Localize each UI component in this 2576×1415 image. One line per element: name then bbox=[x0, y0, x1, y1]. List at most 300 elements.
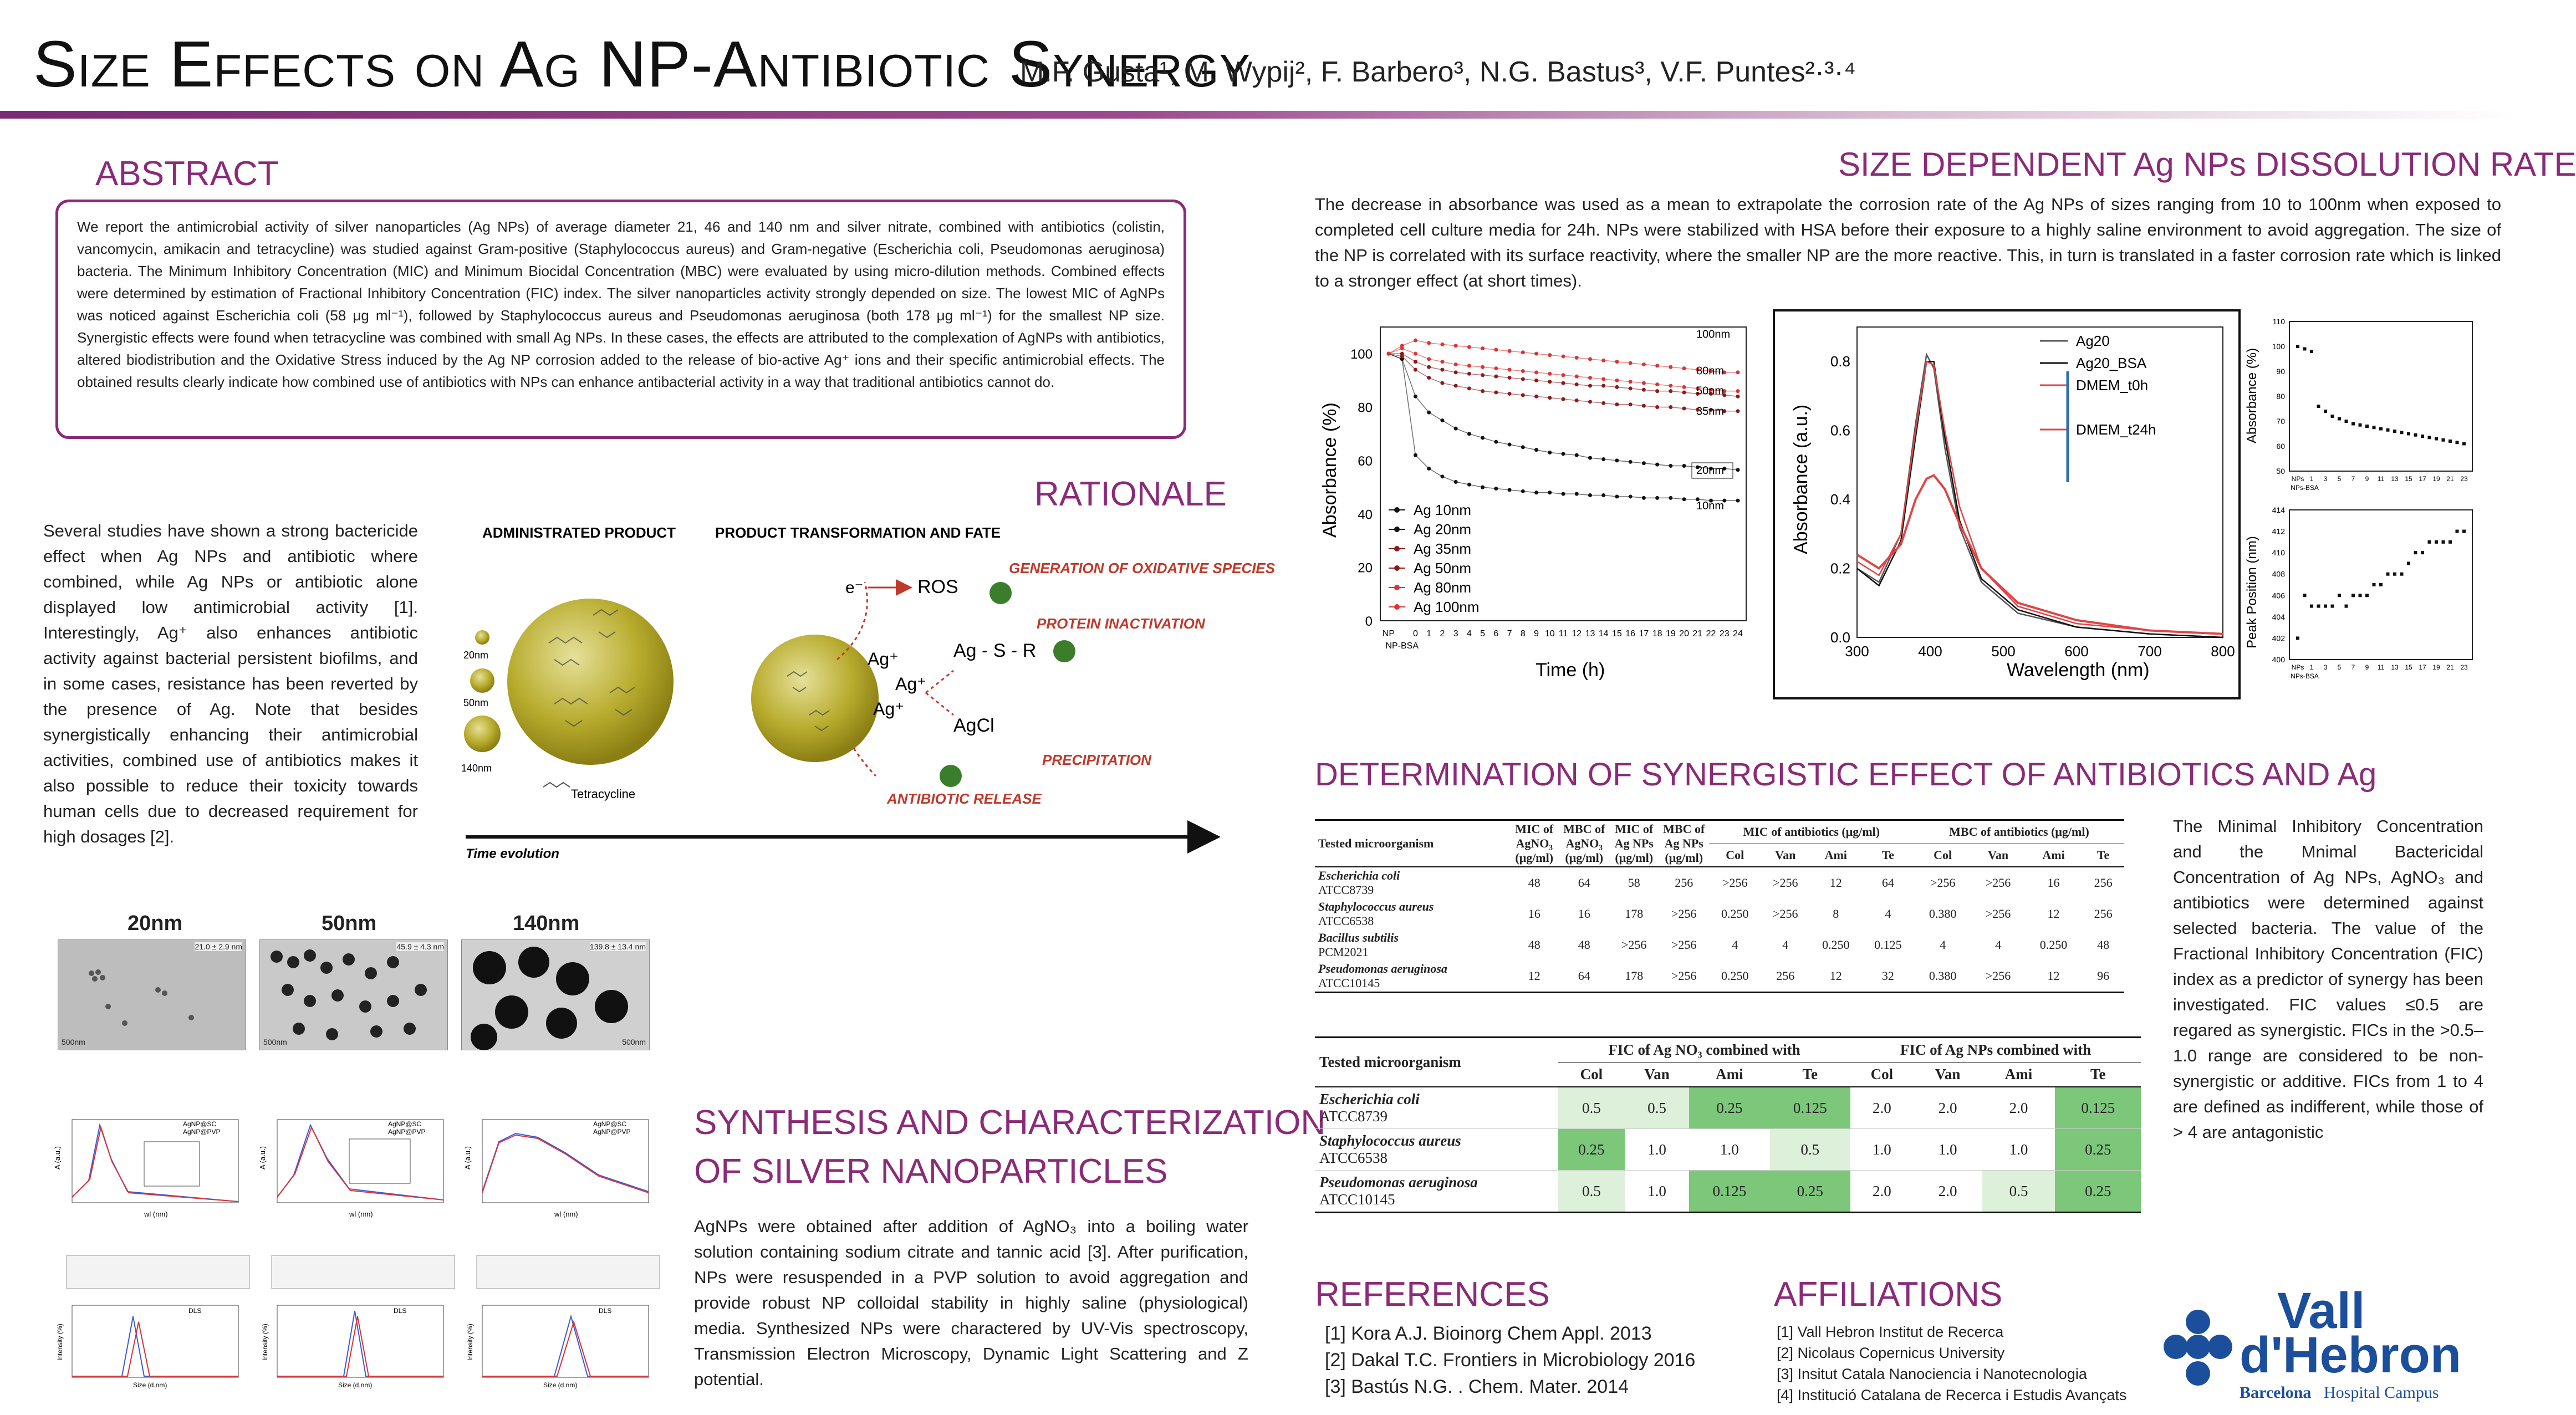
chart2-ytick: 0.6 bbox=[1830, 422, 1850, 439]
value-cell: 4 bbox=[1940, 938, 1946, 952]
value-cell: >256 bbox=[1773, 876, 1798, 890]
chart1-point bbox=[1534, 379, 1538, 382]
chart1-legend-label: Ag 10nm bbox=[1414, 502, 1472, 518]
scatter-point bbox=[2310, 350, 2313, 353]
fic-cell: 1.0 bbox=[1938, 1141, 1957, 1158]
protein-label: PROTEIN INACTIVATION bbox=[1037, 615, 1205, 632]
chart1-xtick: 9 bbox=[1534, 629, 1539, 638]
scatter-ytick: 50 bbox=[2276, 467, 2285, 476]
fic-cell: 2.0 bbox=[1938, 1182, 1957, 1199]
value-cell: 64 bbox=[1881, 876, 1894, 890]
mic-mbc-table bbox=[1315, 819, 2124, 993]
scatter-point bbox=[2303, 348, 2307, 351]
scatter-point bbox=[2310, 605, 2313, 608]
microorganism-name: Staphylococcus aureus bbox=[1319, 1132, 1461, 1149]
fic-cell: 0.5 bbox=[1558, 1171, 1625, 1213]
logo-cross-icon bbox=[2162, 1308, 2234, 1391]
chart1-xtick: 22 bbox=[1706, 629, 1716, 638]
chart1-point bbox=[1508, 376, 1512, 380]
uv-legend-pvp: AgNP@PVP bbox=[388, 1128, 426, 1136]
chart1-point bbox=[1521, 350, 1525, 354]
chart1-xtick: 7 bbox=[1507, 629, 1512, 638]
chart1-legend-label: Ag 80nm bbox=[1414, 579, 1472, 596]
chart1-point bbox=[1494, 391, 1498, 395]
antibiotic-header: Te bbox=[2090, 1066, 2106, 1082]
scatter-point bbox=[2393, 430, 2396, 433]
fic-cell: 0.125 bbox=[1689, 1171, 1769, 1213]
chart1-legend-label: Ag 50nm bbox=[1414, 560, 1472, 576]
chart1-point bbox=[1521, 369, 1525, 373]
value-cell: 12 bbox=[2047, 907, 2060, 921]
transformation-label: PRODUCT TRANSFORMATION AND FATE bbox=[715, 524, 1001, 541]
chart2-line bbox=[1857, 476, 2223, 634]
value-cell: 48 bbox=[1528, 938, 1541, 952]
table-row bbox=[1315, 1171, 2141, 1213]
value-cell: 0.380 bbox=[1929, 907, 1957, 921]
chart1-xtick: 23 bbox=[1719, 629, 1730, 638]
chart1-point bbox=[1494, 440, 1498, 444]
scatter-ytick: 60 bbox=[2276, 442, 2285, 451]
value-cell: 256 bbox=[1675, 876, 1693, 890]
value-cell: 8 bbox=[1833, 907, 1839, 921]
scatter-point bbox=[2373, 583, 2376, 586]
value-cell: 4 bbox=[1995, 938, 2002, 952]
uv-ylabel: A (a.u.) bbox=[463, 1146, 472, 1169]
chart2-line bbox=[1857, 355, 2223, 637]
chart1-point bbox=[1427, 341, 1431, 345]
chart2-xtick: 500 bbox=[1991, 643, 2016, 660]
chart1-xtick: 17 bbox=[1639, 629, 1649, 638]
uv-legend-sc: AgNP@SC bbox=[183, 1120, 217, 1128]
scatter-xtick: 3 bbox=[2323, 475, 2328, 483]
header-divider bbox=[0, 111, 2514, 119]
dissolution-text: The decrease in absorbance was used as a mean to extrapolate the corrosion rate of the Ag NPs of sizes ranging from 10 to 100nm when exposed to completed cell culture media for 24h. NPs were stabilized with HSA before their exposure to a highly saline environment to avoid aggregation. The size of the NP is correlated with its surface reactivity, where the smaller NP are the more reactive. This, in turn is translated in a faster corrosion rate which is linked to a stronger effect (at short times). bbox=[1315, 195, 2501, 290]
affiliation-item: [1] Vall Hebron Institut de Recerca bbox=[1777, 1324, 2004, 1340]
scatter-point bbox=[2456, 441, 2459, 444]
references-list bbox=[1325, 1320, 1695, 1400]
chart1-point bbox=[1454, 480, 1458, 484]
chart1-point bbox=[1414, 395, 1417, 399]
chart1-point bbox=[1467, 345, 1471, 349]
absorbance-time-chart bbox=[1314, 316, 1757, 693]
strain-name: PCM2021 bbox=[1318, 945, 1369, 959]
chart1-xtick: 2 bbox=[1440, 629, 1445, 638]
scatter-point bbox=[2303, 594, 2307, 597]
table1-header: MBC of Ag NPs (μg/ml) bbox=[1663, 822, 1705, 865]
chart1-point bbox=[1414, 360, 1417, 364]
fic-cell: 0.125 bbox=[1770, 1087, 1850, 1129]
chart1-point bbox=[1655, 463, 1659, 467]
dls-charts bbox=[55, 1255, 665, 1388]
scatter-point bbox=[2351, 422, 2355, 426]
affiliations-list bbox=[1777, 1321, 2126, 1406]
fic-cell: 0.5 bbox=[1558, 1087, 1625, 1129]
chart2-ytick: 0.4 bbox=[1830, 491, 1850, 508]
chart1-point bbox=[1601, 384, 1605, 388]
microorganism-cell bbox=[1315, 867, 1509, 898]
scatter-xtick: 23 bbox=[2460, 663, 2468, 671]
scatter-point bbox=[2324, 410, 2327, 413]
strain-name: ATCC6538 bbox=[1318, 914, 1374, 928]
scatter-xtick: 11 bbox=[2377, 475, 2385, 483]
ag-ion-1: Ag⁺ bbox=[868, 649, 899, 669]
scatter-point bbox=[2400, 431, 2404, 434]
microorganism-name: Bacillus subtilis bbox=[1318, 931, 1399, 944]
scatter-xtick: 7 bbox=[2351, 663, 2355, 671]
value-cell: 48 bbox=[2097, 938, 2110, 952]
logo-line2: d'Hebron bbox=[2240, 1327, 2462, 1383]
tem-image-50 bbox=[259, 939, 448, 1050]
chart4-ylabel: Peak Position (nm) bbox=[2245, 536, 2259, 648]
fic-cell: 1.0 bbox=[1647, 1182, 1666, 1199]
chart1-xtick: 20 bbox=[1679, 629, 1689, 638]
scatter-point bbox=[2359, 594, 2362, 597]
chart1-point bbox=[1534, 395, 1538, 399]
value-cell: 12 bbox=[1829, 876, 1842, 890]
scatter-point bbox=[2365, 425, 2369, 428]
value-cell: 12 bbox=[1528, 969, 1541, 983]
np-50-label: 50nm bbox=[463, 697, 489, 708]
scatter-xtick: 1 bbox=[2309, 663, 2314, 671]
chart1-point bbox=[1521, 377, 1525, 381]
scatter-xtick: 3 bbox=[2323, 663, 2328, 671]
tetracycline-icon bbox=[543, 783, 570, 787]
uv-legend-pvp: AgNP@PVP bbox=[183, 1128, 221, 1136]
chart1-point bbox=[1601, 377, 1605, 381]
fic-cell: 0.5 bbox=[1982, 1171, 2055, 1213]
chart1-point bbox=[1669, 389, 1672, 393]
uv-ylabel: A (a.u.) bbox=[53, 1146, 62, 1169]
chart1-point bbox=[1562, 452, 1565, 456]
uv-xlabel: wl (nm) bbox=[349, 1210, 373, 1218]
scatter-point bbox=[2407, 432, 2410, 436]
chart1-annotation: 50nm bbox=[1696, 385, 1725, 397]
tem-label-140: 140nm bbox=[513, 912, 580, 935]
scatter-xtick: 5 bbox=[2337, 663, 2342, 671]
chart1-point bbox=[1548, 396, 1552, 400]
strain-name: ATCC8739 bbox=[1318, 883, 1374, 897]
value-cell: 16 bbox=[1578, 907, 1590, 921]
chart1-legend-marker bbox=[1394, 585, 1400, 590]
fic-cell: 0.25 bbox=[2055, 1171, 2141, 1213]
scatter-point bbox=[2365, 594, 2369, 597]
chart1-point bbox=[1414, 339, 1417, 343]
antibiotic-header: Van bbox=[1935, 1066, 1961, 1082]
chart1-point bbox=[1736, 395, 1740, 399]
value-cell: 0.250 bbox=[1721, 969, 1749, 983]
chart1-xtick: 5 bbox=[1480, 629, 1486, 638]
chart1-point bbox=[1736, 370, 1740, 374]
scatter-point bbox=[2414, 551, 2417, 554]
chart1-point bbox=[1454, 344, 1458, 348]
scatter-ytick: 406 bbox=[2272, 591, 2285, 600]
tem-image-20 bbox=[58, 939, 246, 1050]
chart1-point bbox=[1454, 427, 1458, 431]
chart1-point bbox=[1440, 343, 1444, 346]
np-20-label: 20nm bbox=[463, 650, 489, 661]
table-row bbox=[1315, 1087, 2141, 1129]
antibiotic-header: Van bbox=[1775, 847, 1796, 862]
scatter-point bbox=[2338, 417, 2341, 421]
oxidative-label: GENERATION OF OXIDATIVE SPECIES bbox=[1009, 560, 1276, 576]
chart1-point bbox=[1642, 362, 1646, 366]
chart1-point bbox=[1615, 360, 1619, 364]
value-cell: >256 bbox=[1671, 969, 1697, 983]
poster-title: Size Effects on Ag NP-Antibiotic Synergy bbox=[33, 28, 1251, 101]
value-cell: 58 bbox=[1628, 876, 1640, 890]
logo-line1: Vall bbox=[2277, 1283, 2365, 1339]
chart2-ytick: 0.0 bbox=[1830, 629, 1850, 646]
chart2-line bbox=[1857, 361, 2223, 637]
chart1-legend-marker bbox=[1394, 604, 1400, 610]
chart1-point bbox=[1682, 391, 1686, 395]
scatter-xtick: NPs-BSA bbox=[2291, 484, 2319, 492]
tetracycline-label: Tetracycline bbox=[571, 787, 636, 801]
scatter-ytick: 110 bbox=[2272, 317, 2285, 326]
chart2-legend-label: DMEM_t24h bbox=[2076, 421, 2156, 438]
scatter-xtick: 21 bbox=[2446, 663, 2454, 671]
chart1-point bbox=[1736, 468, 1740, 472]
dls-label: DLS bbox=[188, 1307, 202, 1315]
chart1-point bbox=[1521, 393, 1525, 397]
scatter-point bbox=[2373, 426, 2376, 429]
scatter-point bbox=[2386, 428, 2390, 432]
chart1-point bbox=[1615, 458, 1619, 462]
chart2-legend-label: Ag20 bbox=[2076, 333, 2110, 349]
fic-cell: 0.5 bbox=[1625, 1087, 1690, 1129]
microorganism-cell bbox=[1315, 1129, 1558, 1171]
antibiotic-header: Te bbox=[2096, 847, 2110, 862]
fic-cell: 2.0 bbox=[1872, 1182, 1891, 1199]
scatter-point bbox=[2296, 636, 2299, 640]
scatter-point bbox=[2435, 540, 2438, 544]
chart1-point bbox=[1494, 366, 1498, 370]
chart1-point bbox=[1400, 352, 1404, 356]
scatter-point bbox=[2428, 436, 2431, 439]
value-cell: 32 bbox=[1881, 969, 1894, 983]
chart1-point bbox=[1615, 402, 1619, 406]
table1-header-micro: Tested microorganism bbox=[1318, 836, 1434, 850]
chart1-point bbox=[1562, 373, 1565, 377]
scatter-point bbox=[2421, 551, 2424, 554]
chart1-point bbox=[1440, 368, 1444, 372]
scatter-ytick: 70 bbox=[2276, 417, 2285, 426]
chart1-legend-label: Ag 35nm bbox=[1414, 540, 1472, 557]
np-50-circle bbox=[470, 668, 494, 693]
scatter-point bbox=[2400, 573, 2404, 576]
chart1-point bbox=[1508, 488, 1512, 492]
chart1-ytick: 40 bbox=[1358, 507, 1373, 523]
affiliation-item: [3] Insitut Catala Nanociencia i Nanotecnologia bbox=[1777, 1366, 2087, 1382]
value-cell: 256 bbox=[2094, 907, 2113, 921]
scatter-ytick: 410 bbox=[2272, 548, 2285, 558]
scatter-point bbox=[2462, 530, 2466, 533]
antibiotic-header: Te bbox=[1802, 1066, 1818, 1082]
table1-header: MIC of AgNO₃ (μg/ml) bbox=[1515, 822, 1554, 865]
affiliations-heading: AFFILIATIONS bbox=[1774, 1275, 2003, 1314]
uv-vis-charts bbox=[55, 1114, 665, 1225]
vall-hebron-logo bbox=[2162, 1283, 2506, 1408]
chart1-xtick: 8 bbox=[1520, 629, 1526, 638]
chart1-point bbox=[1736, 389, 1740, 393]
abstract-box: We report the antimicrobial activity of silver nanoparticles (Ag NPs) of average diameter 21, 46 and 140 nm and silver nitrate, combined with antibiotics (colistin, vancomycin, amikacin and tetracycline) was studied against Gram-positive (Staphylococcus aureus) and Gram-negative (Escherichia coli, Pseudomonas aeruginosa) bacteria. The Minimum Inhibitory Concentration (MIC) and Minimum Biocidal Concentration (MBC) were evaluated by using micro-dilution methods. Combined effects were determined by estimation of Fractional Inhibitory Concentration (FIC) index. The silver nanoparticles activity strongly depended on size. The lowest MIC of AgNPs was noticed against Escherichia coli (58 μg ml⁻¹), followed by Staphylococcus aureus and Pseudomonas aeruginosa (both 178 μg ml⁻¹) for the smallest NP size. Synergistic effects were found when tetracycline was combined with small Ag NPs. In these cases, the effects are attributed to the complexation of AgNPs with antibiotics, altered biodistribution and the Oxidative Stress induced by the Ag NP corrosion added to the release of bio-active Ag⁺ ions and their specific antimicrobial effects. The obtained results clearly indicate how combined use of antibiotics with NPs can enhance antibacterial activity in a way that traditional antibiotics cannot do. bbox=[55, 200, 1186, 439]
scatter-xtick: 5 bbox=[2337, 475, 2342, 483]
chart1-point bbox=[1414, 352, 1417, 356]
chart1-point bbox=[1508, 368, 1512, 372]
scatter-point bbox=[2296, 345, 2299, 348]
chart1-legend-marker bbox=[1394, 565, 1400, 571]
release-path bbox=[854, 748, 876, 776]
chart2-xtick: 800 bbox=[2211, 643, 2235, 660]
fic-cell: 0.25 bbox=[1689, 1087, 1769, 1129]
fic-cell: 2.0 bbox=[2009, 1099, 2028, 1116]
scatter-point bbox=[2442, 540, 2445, 544]
table-row bbox=[1315, 867, 2124, 898]
dls-ylabel: Intensity (%) bbox=[261, 1324, 269, 1361]
scatter-ytick: 402 bbox=[2272, 634, 2285, 643]
strain-name: ATCC10145 bbox=[1319, 1191, 1395, 1208]
chart1-xtick: 1 bbox=[1426, 629, 1432, 638]
fic-cell: 2.0 bbox=[1872, 1099, 1891, 1116]
scatter-point bbox=[2435, 437, 2438, 441]
chart1-ytick: 0 bbox=[1365, 614, 1373, 629]
np-20-circle bbox=[475, 630, 489, 645]
precipitation-label: PRECIPITATION bbox=[1042, 752, 1151, 768]
dls-label: DLS bbox=[599, 1307, 612, 1315]
chart1-legend-label: Ag 20nm bbox=[1414, 521, 1472, 538]
chart2-xtick: 400 bbox=[1918, 643, 1942, 660]
chart1-point bbox=[1440, 360, 1444, 364]
value-cell: 64 bbox=[1578, 876, 1590, 890]
chart1-point bbox=[1669, 496, 1672, 500]
abstract-heading: ABSTRACT bbox=[95, 155, 279, 193]
chart1-point bbox=[1427, 376, 1431, 380]
chart2-xtick: 300 bbox=[1845, 643, 1869, 660]
chart1-xtick: 3 bbox=[1453, 629, 1458, 638]
scatter-ytick: 404 bbox=[2272, 612, 2285, 621]
scatter-xtick: NPs bbox=[2291, 475, 2304, 483]
chart1-point bbox=[1682, 406, 1686, 410]
chart1-xlabel: Time (h) bbox=[1536, 660, 1605, 681]
antibiotic-header: Ami bbox=[1824, 847, 1847, 862]
dls-xlabel: Size (d.nm) bbox=[133, 1381, 167, 1389]
scatter-xtick: 13 bbox=[2391, 663, 2399, 671]
antibiotic-header: Col bbox=[1870, 1066, 1894, 1082]
antibiotic-header: Col bbox=[1934, 847, 1952, 862]
chart1-point bbox=[1508, 392, 1512, 396]
fic-cell: 0.5 bbox=[1770, 1129, 1850, 1171]
microorganism-name: Escherichia coli bbox=[1319, 1091, 1420, 1107]
chart1-point bbox=[1669, 365, 1672, 369]
chart2-ylabel: Absorbance (a.u.) bbox=[1791, 404, 1812, 554]
chart1-point bbox=[1588, 493, 1592, 497]
chart1-point bbox=[1736, 409, 1740, 413]
chart1-point bbox=[1588, 400, 1592, 403]
chart1-xtick: 21 bbox=[1692, 629, 1703, 638]
administrated-label: ADMINISTRATED PRODUCT bbox=[482, 524, 676, 541]
table-row bbox=[1315, 929, 2124, 961]
chart1-point bbox=[1481, 436, 1485, 440]
chart1-point bbox=[1481, 373, 1485, 377]
scatter-point bbox=[2442, 438, 2445, 442]
scatter-xtick: 23 bbox=[2460, 475, 2468, 483]
chart1-point bbox=[1548, 353, 1552, 357]
chart2-xtick: 700 bbox=[2138, 643, 2162, 660]
dls-ylabel: Intensity (%) bbox=[466, 1324, 474, 1361]
tem-scale-50: 500nm bbox=[263, 1038, 287, 1046]
rationale-diagram bbox=[455, 515, 1276, 870]
value-cell: >256 bbox=[1930, 876, 1956, 890]
chart1-point bbox=[1427, 411, 1431, 415]
chart1-point bbox=[1427, 365, 1431, 369]
peak-position-chart bbox=[2240, 499, 2483, 687]
table-row bbox=[1315, 961, 2124, 993]
chart1-point bbox=[1467, 364, 1471, 367]
chart1-point bbox=[1481, 389, 1485, 393]
scatter-ytick: 80 bbox=[2276, 392, 2285, 401]
scatter-xtick: 11 bbox=[2377, 663, 2385, 671]
scatter-point bbox=[2345, 605, 2348, 608]
chart1-point bbox=[1629, 494, 1633, 498]
antibiotic-header: Ami bbox=[2042, 847, 2065, 862]
table-row bbox=[1315, 898, 2124, 929]
scatter-xtick: NPs-BSA bbox=[2291, 672, 2319, 680]
tem-image-140 bbox=[461, 939, 650, 1050]
chart1-point bbox=[1440, 381, 1444, 385]
fic-cell: 1.0 bbox=[2009, 1141, 2028, 1158]
value-cell: >256 bbox=[1671, 907, 1697, 921]
skull-icon bbox=[1053, 640, 1075, 662]
chart1-point bbox=[1534, 370, 1538, 374]
chart3-ylabel: Absorbance (%) bbox=[2245, 348, 2259, 443]
chart1-point bbox=[1588, 384, 1592, 388]
uv-xlabel: wl (nm) bbox=[554, 1210, 578, 1218]
microorganism-cell bbox=[1315, 1171, 1558, 1213]
chart1-xtick: 16 bbox=[1625, 629, 1636, 638]
scatter-point bbox=[2414, 433, 2417, 437]
scatter-point bbox=[2379, 427, 2383, 431]
value-cell: 0.250 bbox=[1721, 907, 1749, 921]
uv-chart-20 bbox=[53, 1120, 238, 1218]
microorganism-cell bbox=[1315, 961, 1509, 993]
uv-chart-50 bbox=[258, 1120, 443, 1218]
reference-item: [1] Kora A.J. Bioinorg Chem Appl. 2013 bbox=[1325, 1323, 1652, 1344]
scatter-ytick: 90 bbox=[2276, 367, 2285, 376]
scatter-point bbox=[2456, 530, 2459, 533]
value-cell: 256 bbox=[1776, 969, 1795, 983]
transformed-np bbox=[751, 635, 879, 762]
chart1-point bbox=[1521, 489, 1525, 493]
scatter-xtick: NPs bbox=[2291, 663, 2304, 671]
release-label: ANTIBIOTIC RELEASE bbox=[887, 790, 1042, 807]
tem-size-50: 45.9 ± 4.3 nm bbox=[396, 942, 444, 951]
chart1-legend-label: Ag 100nm bbox=[1414, 599, 1480, 615]
chart1-point bbox=[1494, 348, 1498, 351]
value-cell: 4 bbox=[1732, 938, 1738, 952]
scatter-ytick: 412 bbox=[2272, 527, 2285, 536]
chart1-point bbox=[1414, 368, 1417, 372]
chart1-xtick: 12 bbox=[1572, 629, 1582, 638]
np-140-label: 140nm bbox=[461, 763, 492, 774]
table1-header-mbc: MBC of antibiotics (μg/ml) bbox=[1914, 820, 2124, 844]
scatter-xtick: 17 bbox=[2419, 663, 2426, 671]
chart1-point bbox=[1682, 464, 1686, 468]
tem-size-20: 21.0 ± 2.9 nm bbox=[195, 942, 242, 951]
scatter-xtick: 9 bbox=[2365, 663, 2369, 671]
chart1-point bbox=[1454, 384, 1458, 388]
chart1-point bbox=[1682, 385, 1686, 389]
table1-header-mic: MIC of antibiotics (μg/ml) bbox=[1709, 820, 1914, 844]
